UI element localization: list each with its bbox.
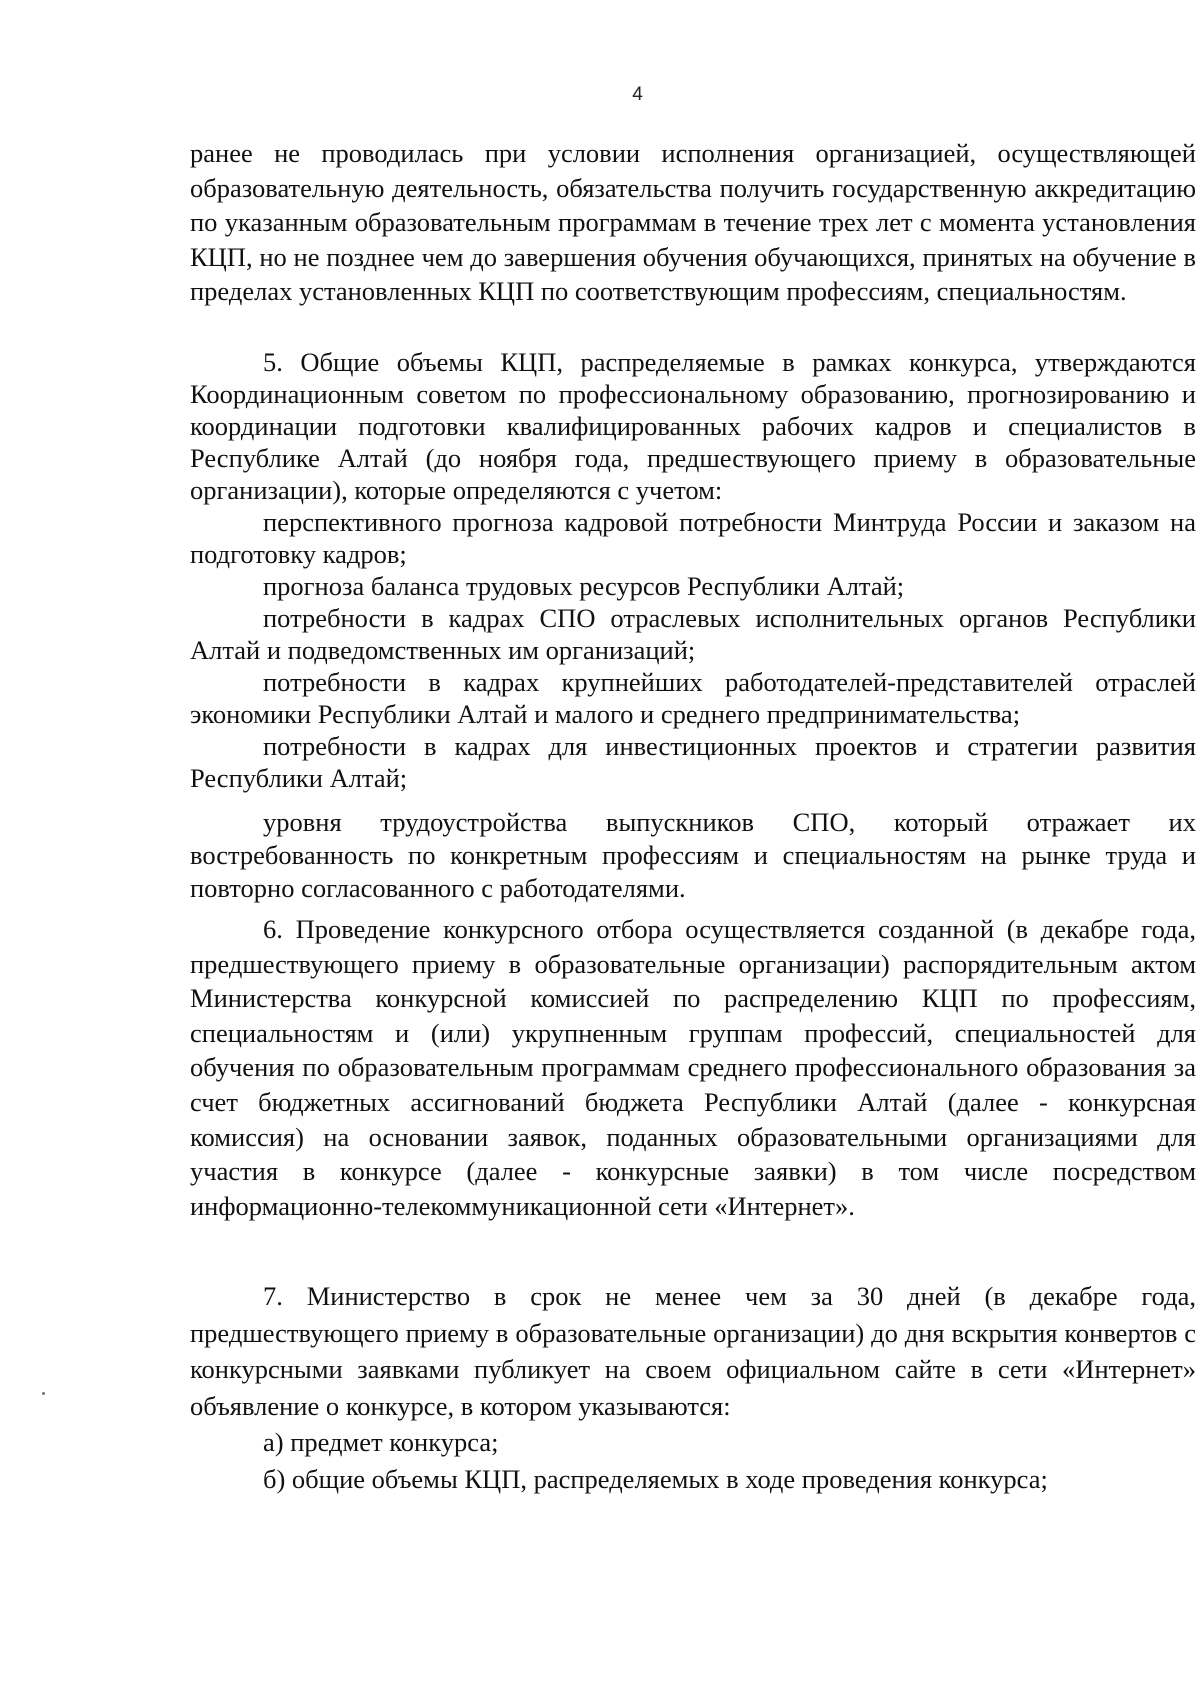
paragraph-7-item-b: б) общие объемы КЦП, распределяемых в ходе проведения конкурса; [263,1463,1048,1494]
page-number: 4 [632,84,643,105]
paragraph-5: 5. Общие объемы КЦП, распределяемые в рамках конкурса, утверждаются Координационным советом по профессиональному образованию, прогнозированию и координации подготовки квалифицированных рабочих кадров и специалистов в Республике Алтай (до ноября года, предшествующего приему в образовательные организации), которые определяются с учетом: [190,347,1196,505]
section-5 [190,346,1196,794]
paragraph-5-item-2: прогноза баланса трудовых ресурсов Республики Алтай; [263,571,905,601]
paragraph-5-item-5: потребности в кадрах для инвестиционных проектов и стратегии развития Республики Алтай; [190,731,1196,793]
document-body [190,136,1196,309]
paragraph-5-item-4: потребности в кадрах крупнейших работодателей-представителей отраслей экономики Республики Алтай и малого и среднего предпринимательства; [190,667,1196,729]
scan-speck [42,1392,45,1395]
paragraph-5-item-3: потребности в кадрах СПО отраслевых исполнительных органов Республики Алтай и подведомственных им организаций; [190,603,1196,665]
section-5-end [190,806,1196,905]
section-6 [190,912,1196,1223]
paragraph-5-item-1: перспективного прогноза кадровой потребности Минтруда России и заказом на подготовку кадров; [190,507,1196,569]
paragraph-7-item-a: а) предмет конкурса; [263,1427,499,1457]
paragraph-5-item-6: уровня трудоустройства выпускников СПО, который отражает их востребованность по конкретным профессиям и специальностям на рынке труда и повторно согласованного с работодателями. [190,807,1196,903]
paragraph-6: 6. Проведение конкурсного отбора осуществляется созданной (в декабре года, предшествующего приему в образовательные организации) распорядительным актом Министерства конкурсной комиссией по распределению КЦП по профессиям, специальностям и (или) укрупненным группам профессий, специальностей для обучения по образовательным программам среднего профессионального образования за счет бюджетных ассигнований бюджета Республики Алтай (далее - конкурсная комиссия) на основании заявок, поданных образовательными организациями для участия в конкурсе (далее - конкурсные заявки) в том числе посредством информационно-телекоммуникационной сети «Интернет». [190,914,1196,1221]
paragraph-7: 7. Министерство в срок не менее чем за 30 дней (в декабре года, предшествующего приему в образовательные организации) до дня вскрытия конвертов с конкурсными заявками публикует на своем официальном сайте в сети «Интернет» объявление о конкурсе, в котором указываются: [190,1281,1196,1421]
section-7 [190,1278,1196,1497]
paragraph-continuation: ранее не проводилась при условии исполнения организацией, осуществляющей образовательную деятельность, обязательства получить государственную аккредитацию по указанным образовательным программам в течение трех лет с момента установления КЦП, но не позднее чем до завершения обучения обучающихся, принятых на обучение в пределах установленных КЦП по соответствующим профессиям, специальностям. [190,138,1196,307]
